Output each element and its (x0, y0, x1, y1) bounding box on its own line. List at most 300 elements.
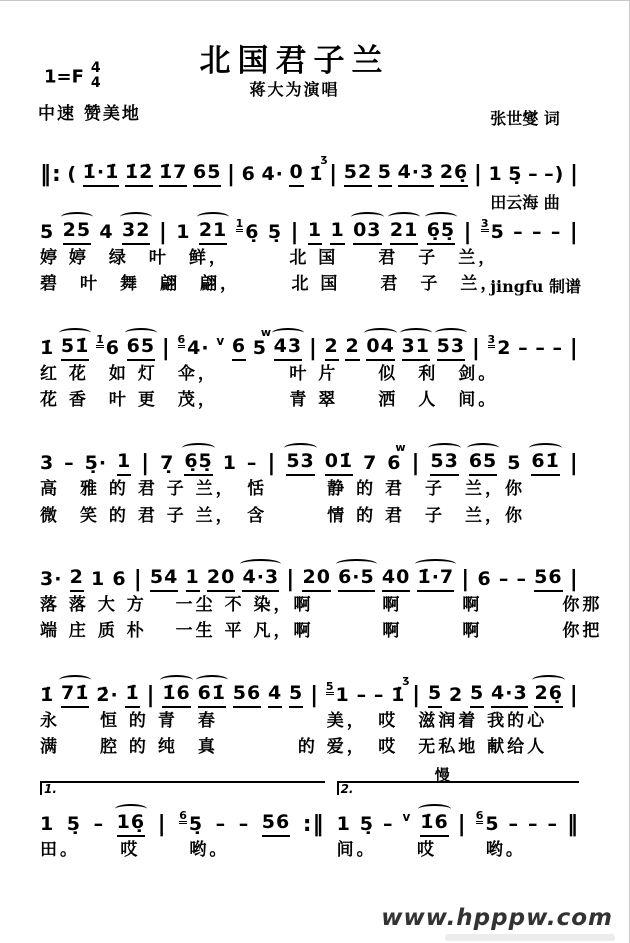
note (387, 441, 406, 476)
note (159, 163, 187, 187)
note-text: 26̣ (534, 684, 562, 708)
note-text: 21 (199, 221, 227, 245)
slur-arc-icon (61, 212, 93, 222)
lyrics-line: 碧 叶 舞 翩 翩， 北 国 君 子 兰， (40, 274, 501, 295)
note (99, 223, 113, 245)
note (507, 454, 521, 476)
music-line (40, 795, 325, 837)
note (162, 681, 191, 708)
note-text: | (569, 335, 579, 361)
note-text: 1̇6 (162, 684, 190, 708)
slur-arc-icon (272, 328, 304, 338)
lyrics-line: 永 恒 的 青 春 美， 哎 滋润着 我的心 (40, 710, 548, 731)
note (427, 221, 455, 245)
note-text: 20 (302, 568, 330, 592)
lyrics-line: 田。 哎 哟。 (40, 840, 230, 861)
slur-arc-icon (425, 212, 457, 222)
barline (461, 569, 470, 592)
note (94, 815, 105, 837)
note (544, 165, 564, 187)
note (40, 336, 55, 361)
lyrics-line: 红 花 如 灯 伞， 叶 片 似 利 剑。 (40, 363, 499, 384)
lyrics-line: 花 香 叶 更 茂， 青 翠 洒 人 间。 (40, 390, 499, 411)
note-text: 1 (330, 221, 344, 245)
note (261, 165, 283, 187)
note-text: 1̇·1̇ (83, 163, 120, 187)
note (475, 809, 500, 837)
note-text: ‖ (566, 812, 579, 838)
lyrics-line: 微 笑 的 君 子 兰， 含 情 的 君 子 兰，你 (40, 505, 526, 526)
note (67, 815, 81, 837)
slur-arc-icon (532, 675, 564, 685)
key-signature-text: 1=F (44, 66, 84, 88)
note-text: 25 (63, 221, 91, 245)
note (528, 165, 539, 187)
note-text: 5̣ (508, 163, 523, 185)
note (366, 334, 395, 361)
note-text: 2 (497, 336, 512, 359)
note (534, 681, 563, 708)
note-text: 1 (335, 683, 350, 706)
note (179, 809, 204, 837)
note (491, 681, 528, 708)
note-text: 1 (90, 568, 106, 591)
note (417, 568, 454, 592)
note-text: 1 (186, 568, 200, 592)
note (40, 815, 54, 837)
note-text: ‖: (40, 162, 62, 187)
lyrics-line: 端 庄 质 朴 一生 平 凡，啊 啊 啊 你把 (40, 621, 603, 642)
note-text: | (267, 451, 277, 477)
music-system (40, 666, 579, 761)
barline (267, 453, 276, 476)
note-text: 3 (40, 452, 55, 475)
note (516, 570, 527, 592)
note (487, 332, 512, 361)
page-title: 北国君子兰 (199, 43, 390, 79)
barline (303, 814, 325, 837)
note-text: | (286, 567, 296, 593)
note (268, 681, 283, 708)
barline (474, 164, 483, 187)
note (383, 815, 394, 837)
note-text: 65 (193, 163, 221, 187)
note (513, 223, 524, 245)
note (391, 672, 410, 708)
note-text: 56 (262, 813, 290, 837)
note-text: 1 (222, 452, 237, 475)
slur-arc-icon (59, 675, 91, 685)
breath-mark-icon: v (216, 333, 226, 348)
note-text: 03 (353, 221, 381, 245)
note (469, 452, 497, 476)
grace-note: 1̇ (96, 332, 104, 346)
barline (158, 814, 167, 837)
note-text: 7 (363, 452, 378, 475)
slide-down-icon: ʒ (320, 152, 328, 165)
mordent-icon: w (395, 441, 406, 455)
note (551, 223, 562, 245)
note-text: 1 (488, 163, 503, 185)
slur-arc-icon (529, 443, 561, 453)
note (61, 681, 90, 708)
slur-arc-icon (120, 212, 152, 222)
note (390, 221, 418, 245)
volta-ending (40, 781, 325, 863)
note-text: 1̇2̇ (125, 163, 153, 187)
note (242, 568, 279, 592)
note (477, 570, 491, 592)
grace-note: 6 (179, 809, 187, 823)
lyricist-credit: 张世燮 词 (490, 109, 560, 128)
note (353, 221, 381, 245)
barline (569, 682, 579, 708)
note-text: – (246, 452, 258, 475)
note-text: 2 (448, 683, 464, 706)
note (273, 334, 303, 361)
barline (290, 222, 299, 245)
note-text: 32 (122, 221, 150, 245)
note-text: | (569, 220, 579, 245)
performer-subtitle: 蒋大为演唱 (249, 80, 340, 99)
slur-arc-icon (400, 328, 432, 338)
note-text: 5 (485, 813, 500, 836)
slur-arc-icon (115, 804, 147, 814)
barline (40, 164, 62, 187)
note (186, 568, 200, 592)
note-text: 5 (507, 452, 522, 475)
note-text: | (161, 335, 171, 361)
note-text: 1̇ (309, 163, 324, 185)
note (325, 679, 350, 708)
note-text: – (382, 813, 394, 836)
note (117, 813, 145, 837)
note-text: 1̇ (40, 683, 55, 706)
grace-note: 5 (325, 679, 334, 693)
note (430, 452, 458, 476)
note-text: 6·5 (338, 568, 375, 592)
barline (286, 569, 295, 592)
barline (411, 453, 420, 476)
note (223, 454, 237, 476)
note-text: – (518, 336, 529, 359)
note (70, 568, 84, 592)
note-text: 6̣5̣ (184, 452, 212, 476)
note-text: | (471, 335, 481, 361)
note-text: 51̇ (61, 337, 89, 361)
note-text: 6̣ (245, 221, 260, 243)
note-text: 1̇ (40, 336, 55, 359)
slur-arc-icon (196, 675, 228, 685)
note-text: | (308, 335, 318, 361)
note-text: 2̇· (96, 683, 119, 706)
note (345, 334, 360, 361)
note-text: 54 (150, 568, 178, 592)
time-signature-bottom: 4 (90, 74, 101, 91)
note (344, 163, 372, 187)
note (63, 221, 91, 245)
music-system (40, 434, 579, 529)
note-text: 71̇ (61, 684, 89, 708)
barline (310, 682, 320, 708)
note (531, 452, 559, 476)
note-text: 20 (207, 568, 235, 592)
grace-note: 3 (480, 217, 489, 230)
note-text: 1 (336, 813, 351, 836)
note-text: 4· (261, 163, 284, 185)
note (126, 334, 156, 361)
note (325, 452, 353, 476)
note-text: – (93, 813, 105, 836)
barline (570, 222, 579, 245)
slur-arc-icon (351, 212, 383, 222)
note-text: 26̣ (440, 163, 468, 187)
note (235, 217, 260, 245)
barline (458, 814, 467, 837)
note (112, 570, 126, 592)
music-system (40, 766, 579, 863)
lyrics-line: 间。 哎 哟。 (336, 840, 526, 861)
note-text: | (569, 451, 579, 477)
note-text: | (290, 220, 300, 245)
note (216, 333, 226, 361)
note-text: 1̇ (391, 683, 406, 706)
note (193, 163, 221, 187)
note-text: 1 (40, 813, 55, 836)
note (337, 815, 351, 837)
note (398, 163, 435, 187)
note-text: 4·3 (398, 163, 435, 187)
note-text: – (547, 813, 558, 836)
note-text: | (133, 567, 143, 593)
slur-arc-icon (240, 559, 281, 569)
note (488, 165, 502, 187)
note-text: 5̣· (84, 452, 108, 475)
music-line (40, 434, 579, 476)
note-text: | (457, 812, 467, 838)
note-text: –) (544, 163, 565, 185)
note-text: 6 (105, 336, 120, 359)
note-text: 4 (99, 221, 114, 243)
watermark: www.hpppw.com (381, 905, 613, 931)
note-text: 53 (437, 337, 465, 361)
note (401, 334, 430, 361)
note-text: ( (67, 163, 78, 185)
note (509, 815, 520, 837)
note-text: | (461, 567, 471, 593)
note-text: :‖ (302, 812, 325, 838)
note-text: – (508, 813, 520, 836)
note-text: | (463, 220, 473, 245)
composer-credit: 田云海 曲 (490, 193, 560, 212)
tempo-marking: 中速 赞美地 (38, 104, 141, 124)
note-text: 1̇6 (420, 813, 448, 837)
lyrics-line: 落 落 大 方 一尘 不 染，啊 啊 啊 你那 (40, 595, 603, 616)
note (427, 681, 443, 708)
note-text: 1̇·7 (417, 568, 454, 592)
note-text: | (412, 682, 422, 708)
note-text: 5 (470, 684, 484, 708)
note-text: | (146, 682, 156, 708)
note-text: | (569, 682, 579, 708)
note (85, 454, 107, 476)
note (64, 454, 75, 476)
lyrics-line: 满 腔 的 纯 真 的 爱， 哎 无私地 献给人 (40, 737, 548, 758)
barline (567, 814, 579, 837)
note-text: 56 (233, 684, 261, 708)
note (499, 570, 510, 592)
note (508, 165, 522, 187)
note (252, 325, 271, 361)
note-text: 56 (534, 568, 562, 592)
note (402, 810, 412, 837)
note-text: 6 (232, 337, 246, 361)
barline (570, 453, 579, 476)
note-text: | (569, 567, 579, 593)
note-text: 2 (345, 337, 359, 361)
note-text: 31 (402, 337, 430, 361)
note-text: | (158, 220, 168, 245)
note-text: | (310, 682, 320, 708)
note (125, 681, 140, 708)
note-text: 7̣ (160, 452, 175, 475)
grace-note: 1 (235, 217, 244, 230)
note (324, 334, 339, 361)
note (197, 681, 227, 708)
note-text: – (528, 813, 539, 836)
slur-arc-icon (364, 328, 396, 338)
note (356, 683, 368, 708)
note-text: 4· (187, 336, 210, 359)
note-text: 43 (274, 337, 302, 361)
note-text: 5̣ (267, 221, 283, 243)
transcriber-credit: jingfu 制谱 (490, 277, 581, 296)
note (338, 568, 375, 592)
note (448, 683, 464, 708)
note-text: 40 (382, 568, 410, 592)
note-text: 2 (70, 568, 84, 592)
note (440, 163, 468, 187)
note-text: – (532, 221, 543, 243)
lyrics-line: 婷 婷 绿 叶 鲜， 北 国 君 子 兰， (40, 248, 499, 268)
note (96, 683, 119, 708)
barline (464, 222, 473, 245)
slur-arc-icon (418, 804, 450, 814)
note (125, 163, 153, 187)
slur-arc-icon (125, 328, 157, 338)
note-text: 5 (428, 684, 442, 708)
barline (570, 569, 579, 592)
note (528, 815, 539, 837)
volta-label: 2. (340, 782, 354, 797)
music-system (40, 550, 603, 645)
slur-arc-icon (415, 559, 456, 569)
note (330, 221, 344, 245)
note (40, 223, 54, 245)
slur-arc-icon (197, 212, 229, 222)
slur-arc-icon (160, 675, 192, 685)
barline (471, 335, 481, 361)
barline (146, 682, 156, 708)
volta-label: 1. (44, 782, 57, 797)
note-text: | (329, 162, 339, 187)
note-text: 6 (477, 568, 492, 591)
barline (161, 335, 171, 361)
slur-arc-icon (59, 328, 91, 338)
note (302, 568, 330, 592)
note-text: 5̣ (188, 813, 204, 836)
note-text: 04 (366, 337, 394, 361)
note-text: 61̇ (198, 684, 226, 708)
barline (329, 164, 338, 187)
note (436, 334, 466, 361)
note (308, 221, 322, 245)
note (177, 332, 210, 361)
lyrics-line: 高 雅 的 君 子 兰， 恬 静 的 君 子 兰，你 (40, 479, 526, 500)
grace-note: 3 (487, 332, 496, 346)
slur-arc-icon (284, 443, 316, 453)
slur-arc-icon (388, 212, 420, 222)
tempo-mark: 慢 (434, 766, 450, 785)
slur-arc-icon (435, 328, 467, 338)
note (67, 165, 77, 187)
volta-bracket (337, 766, 579, 797)
barline (141, 453, 150, 476)
note-text: 5 (289, 684, 303, 708)
note (518, 336, 529, 361)
music-line (337, 795, 579, 837)
note-text: 6 (241, 163, 256, 185)
barline (308, 335, 318, 361)
note (117, 452, 131, 476)
note-text: 1̇ (125, 684, 139, 708)
note-text: | (141, 451, 151, 477)
note-text: | (411, 451, 421, 477)
note (532, 223, 543, 245)
note-text: | (157, 812, 167, 838)
note (535, 336, 546, 361)
breath-mark-icon: v (402, 810, 412, 825)
note-text: – (552, 336, 563, 359)
note (160, 454, 174, 476)
note-text: – (356, 683, 368, 706)
barline (569, 335, 579, 361)
note (91, 570, 105, 592)
note (216, 815, 227, 837)
note-text: 1̇7 (159, 163, 187, 187)
note (40, 454, 54, 476)
note-text: 53 (430, 452, 458, 476)
volta-bracket (40, 781, 325, 795)
note (480, 217, 505, 245)
note-text: 61̇ (531, 452, 559, 476)
note-text: 5 (252, 336, 267, 359)
note-text: 3· (40, 568, 63, 591)
note-text: 65 (127, 337, 155, 361)
note (382, 568, 410, 592)
note (373, 683, 385, 708)
note-text: 65 (469, 452, 497, 476)
note-text: 16̣ (117, 813, 145, 837)
note (231, 334, 247, 361)
note-text: 1 (308, 221, 322, 245)
note (232, 681, 262, 708)
note (286, 452, 314, 476)
note (239, 815, 250, 837)
note-text: | (227, 162, 237, 187)
barline (134, 569, 143, 592)
note (470, 681, 485, 708)
